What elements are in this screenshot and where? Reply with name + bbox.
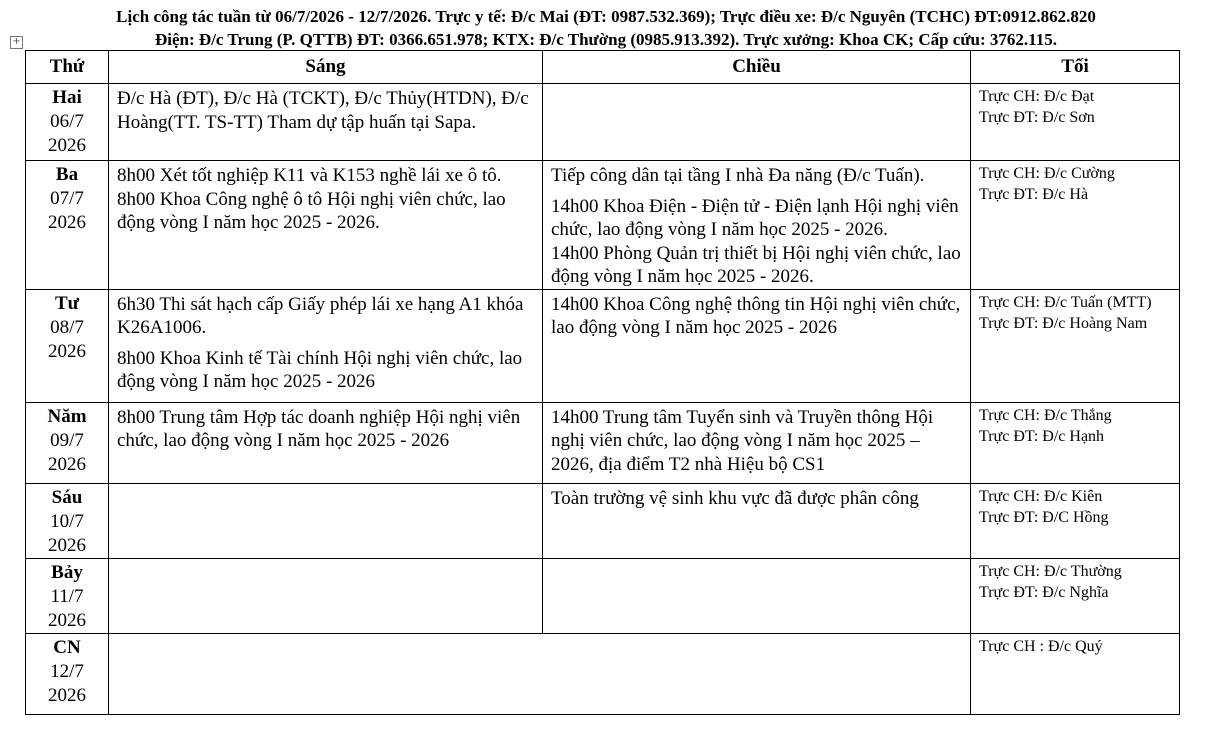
schedule-table [25, 50, 1180, 715]
table-row [26, 633, 1180, 714]
column-header-morning: Sáng [109, 51, 543, 84]
day-name: Năm [47, 405, 87, 427]
morning-cell [109, 633, 971, 714]
day-name: Hai [52, 87, 82, 108]
evening-cell-entry: Trực CH: Đ/c Tuấn (MTT) [979, 293, 1152, 311]
day-date: 06/7 [50, 111, 84, 132]
day-cell [26, 289, 109, 402]
table-row [26, 483, 1180, 558]
table-row [26, 161, 1180, 290]
morning-cell-entry: Đ/c Hà (ĐT), Đ/c Hà (TCKT), Đ/c Thủy(HTDN), Đ/c Hoàng(TT. TS-TT) Tham dự tập huấn tại Sapa. [117, 88, 529, 133]
afternoon-cell [543, 161, 971, 290]
evening-cell [971, 161, 1180, 290]
afternoon-cell [543, 483, 971, 558]
day-year: 2026 [48, 340, 86, 362]
evening-cell [971, 84, 1180, 161]
evening-cell-entry: Trực CH: Đ/c Thường [979, 562, 1122, 580]
page-header [0, 5, 1212, 51]
afternoon-cell-entry: 14h00 Trung tâm Tuyển sinh và Truyền thông Hội nghị viên chức, lao động vòng I năm học 2025 – 2026, địa điểm T2 nhà Hiệu bộ CS1 [551, 406, 934, 475]
table-row [26, 289, 1180, 402]
header-line-2: Điện: Đ/c Trung (P. QTTB) ĐT: 0366.651.978; KTX: Đ/c Thường (0985.913.392). Trực xưởng: Khoa CK; Cấp cứu: 3762.115. [155, 30, 1057, 49]
evening-cell-entry: Trực CH: Đ/c Đạt [979, 88, 1095, 105]
afternoon-cell-entry: Toàn trường vệ sinh khu vực đã được phân công [551, 487, 919, 509]
day-cell [26, 633, 109, 714]
evening-cell-entry: Trực CH: Đ/c Cường [979, 165, 1115, 182]
header-line-1: Lịch công tác tuần từ 06/7/2026 - 12/7/2026. Trực y tế: Đ/c Mai (ĐT: 0987.532.369); Trực điều xe: Đ/c Nguyên (TCHC) ĐT:0912.862.820 [116, 7, 1096, 26]
day-name: Bảy [51, 561, 83, 583]
evening-cell [971, 483, 1180, 558]
day-cell [26, 483, 109, 558]
afternoon-cell [543, 84, 971, 161]
evening-cell-entry: Trực ĐT: Đ/c Nghĩa [979, 583, 1109, 601]
table-row [26, 84, 1180, 161]
morning-cell-entry: 8h00 Trung tâm Hợp tác doanh nghiệp Hội nghị viên chức, lao động vòng I năm học 2025 - 2026 [117, 406, 521, 451]
evening-cell [971, 402, 1180, 483]
column-header-afternoon: Chiều [543, 51, 971, 84]
day-date: 09/7 [50, 429, 84, 451]
day-date: 08/7 [50, 316, 84, 338]
day-year: 2026 [48, 609, 86, 631]
table-row [26, 402, 1180, 483]
afternoon-cell-entry: 14h00 Phòng Quản trị thiết bị Hội nghị viên chức, lao động vòng I năm học 2025 - 2026. [551, 242, 961, 287]
day-date: 07/7 [50, 188, 84, 209]
day-year: 2026 [48, 212, 86, 233]
afternoon-cell-entry: Tiếp công dân tại tầng I nhà Đa năng (Đ/c Tuấn). [551, 165, 925, 186]
day-name: Ba [55, 164, 79, 185]
evening-cell-entry: Trực ĐT: Đ/C Hồng [979, 508, 1109, 526]
column-header-evening: Tối [971, 51, 1180, 84]
day-cell [26, 84, 109, 161]
afternoon-cell [543, 289, 971, 402]
morning-cell [109, 558, 543, 633]
afternoon-cell-entry: 14h00 Khoa Công nghệ thông tin Hội nghị viên chức, lao động vòng I năm học 2025 - 2026 [551, 293, 961, 338]
afternoon-cell [543, 558, 971, 633]
day-cell [26, 558, 109, 633]
morning-cell [109, 483, 543, 558]
evening-cell-entry: Trực ĐT: Đ/c Hà [979, 186, 1089, 203]
evening-cell-entry: Trực CH: Đ/c Kiên [979, 487, 1103, 505]
day-year: 2026 [48, 135, 86, 156]
evening-cell-entry: Trực CH: Đ/c Thắng [979, 406, 1112, 424]
evening-cell-entry: Trực ĐT: Đ/c Sơn [979, 109, 1095, 126]
evening-cell-entry: Trực ĐT: Đ/c Hạnh [979, 427, 1105, 445]
day-cell [26, 161, 109, 290]
table-move-handle-icon[interactable]: + [10, 36, 23, 49]
morning-cell [109, 161, 543, 290]
morning-cell-entry: 8h00 Khoa Kinh tế Tài chính Hội nghị viên chức, lao động vòng I năm học 2025 - 2026 [117, 347, 523, 392]
column-header-day: Thứ [26, 51, 109, 84]
morning-cell [109, 402, 543, 483]
table-header-row [26, 51, 1180, 84]
day-date: 10/7 [50, 510, 84, 532]
afternoon-cell [543, 402, 971, 483]
morning-cell [109, 84, 543, 161]
day-name: Tư [54, 292, 80, 314]
day-year: 2026 [48, 453, 86, 475]
evening-cell [971, 633, 1180, 714]
day-year: 2026 [48, 684, 86, 706]
evening-cell-entry: Trực ĐT: Đ/c Hoàng Nam [979, 314, 1148, 332]
day-year: 2026 [48, 534, 86, 556]
morning-cell [109, 289, 543, 402]
morning-cell-entry: 8h00 Khoa Công nghệ ô tô Hội nghị viên chức, lao động vòng I năm học 2025 - 2026. [117, 188, 506, 233]
morning-cell-entry: 8h00 Xét tốt nghiệp K11 và K153 nghề lái xe ô tô. [117, 165, 502, 186]
day-name: Sáu [51, 486, 83, 508]
day-cell [26, 402, 109, 483]
day-name: CN [53, 636, 81, 658]
evening-cell [971, 558, 1180, 633]
table-row [26, 558, 1180, 633]
afternoon-cell-entry: 14h00 Khoa Điện - Điện tử - Điện lạnh Hội nghị viên chức, lao động vòng I năm học 2025 - 2026. [551, 195, 959, 240]
day-date: 11/7 [50, 585, 84, 607]
day-date: 12/7 [50, 660, 84, 682]
morning-cell-entry: 6h30 Thi sát hạch cấp Giấy phép lái xe hạng A1 khóa K26A1006. [117, 293, 524, 338]
evening-cell-entry: Trực CH : Đ/c Quý [979, 637, 1103, 655]
evening-cell [971, 289, 1180, 402]
